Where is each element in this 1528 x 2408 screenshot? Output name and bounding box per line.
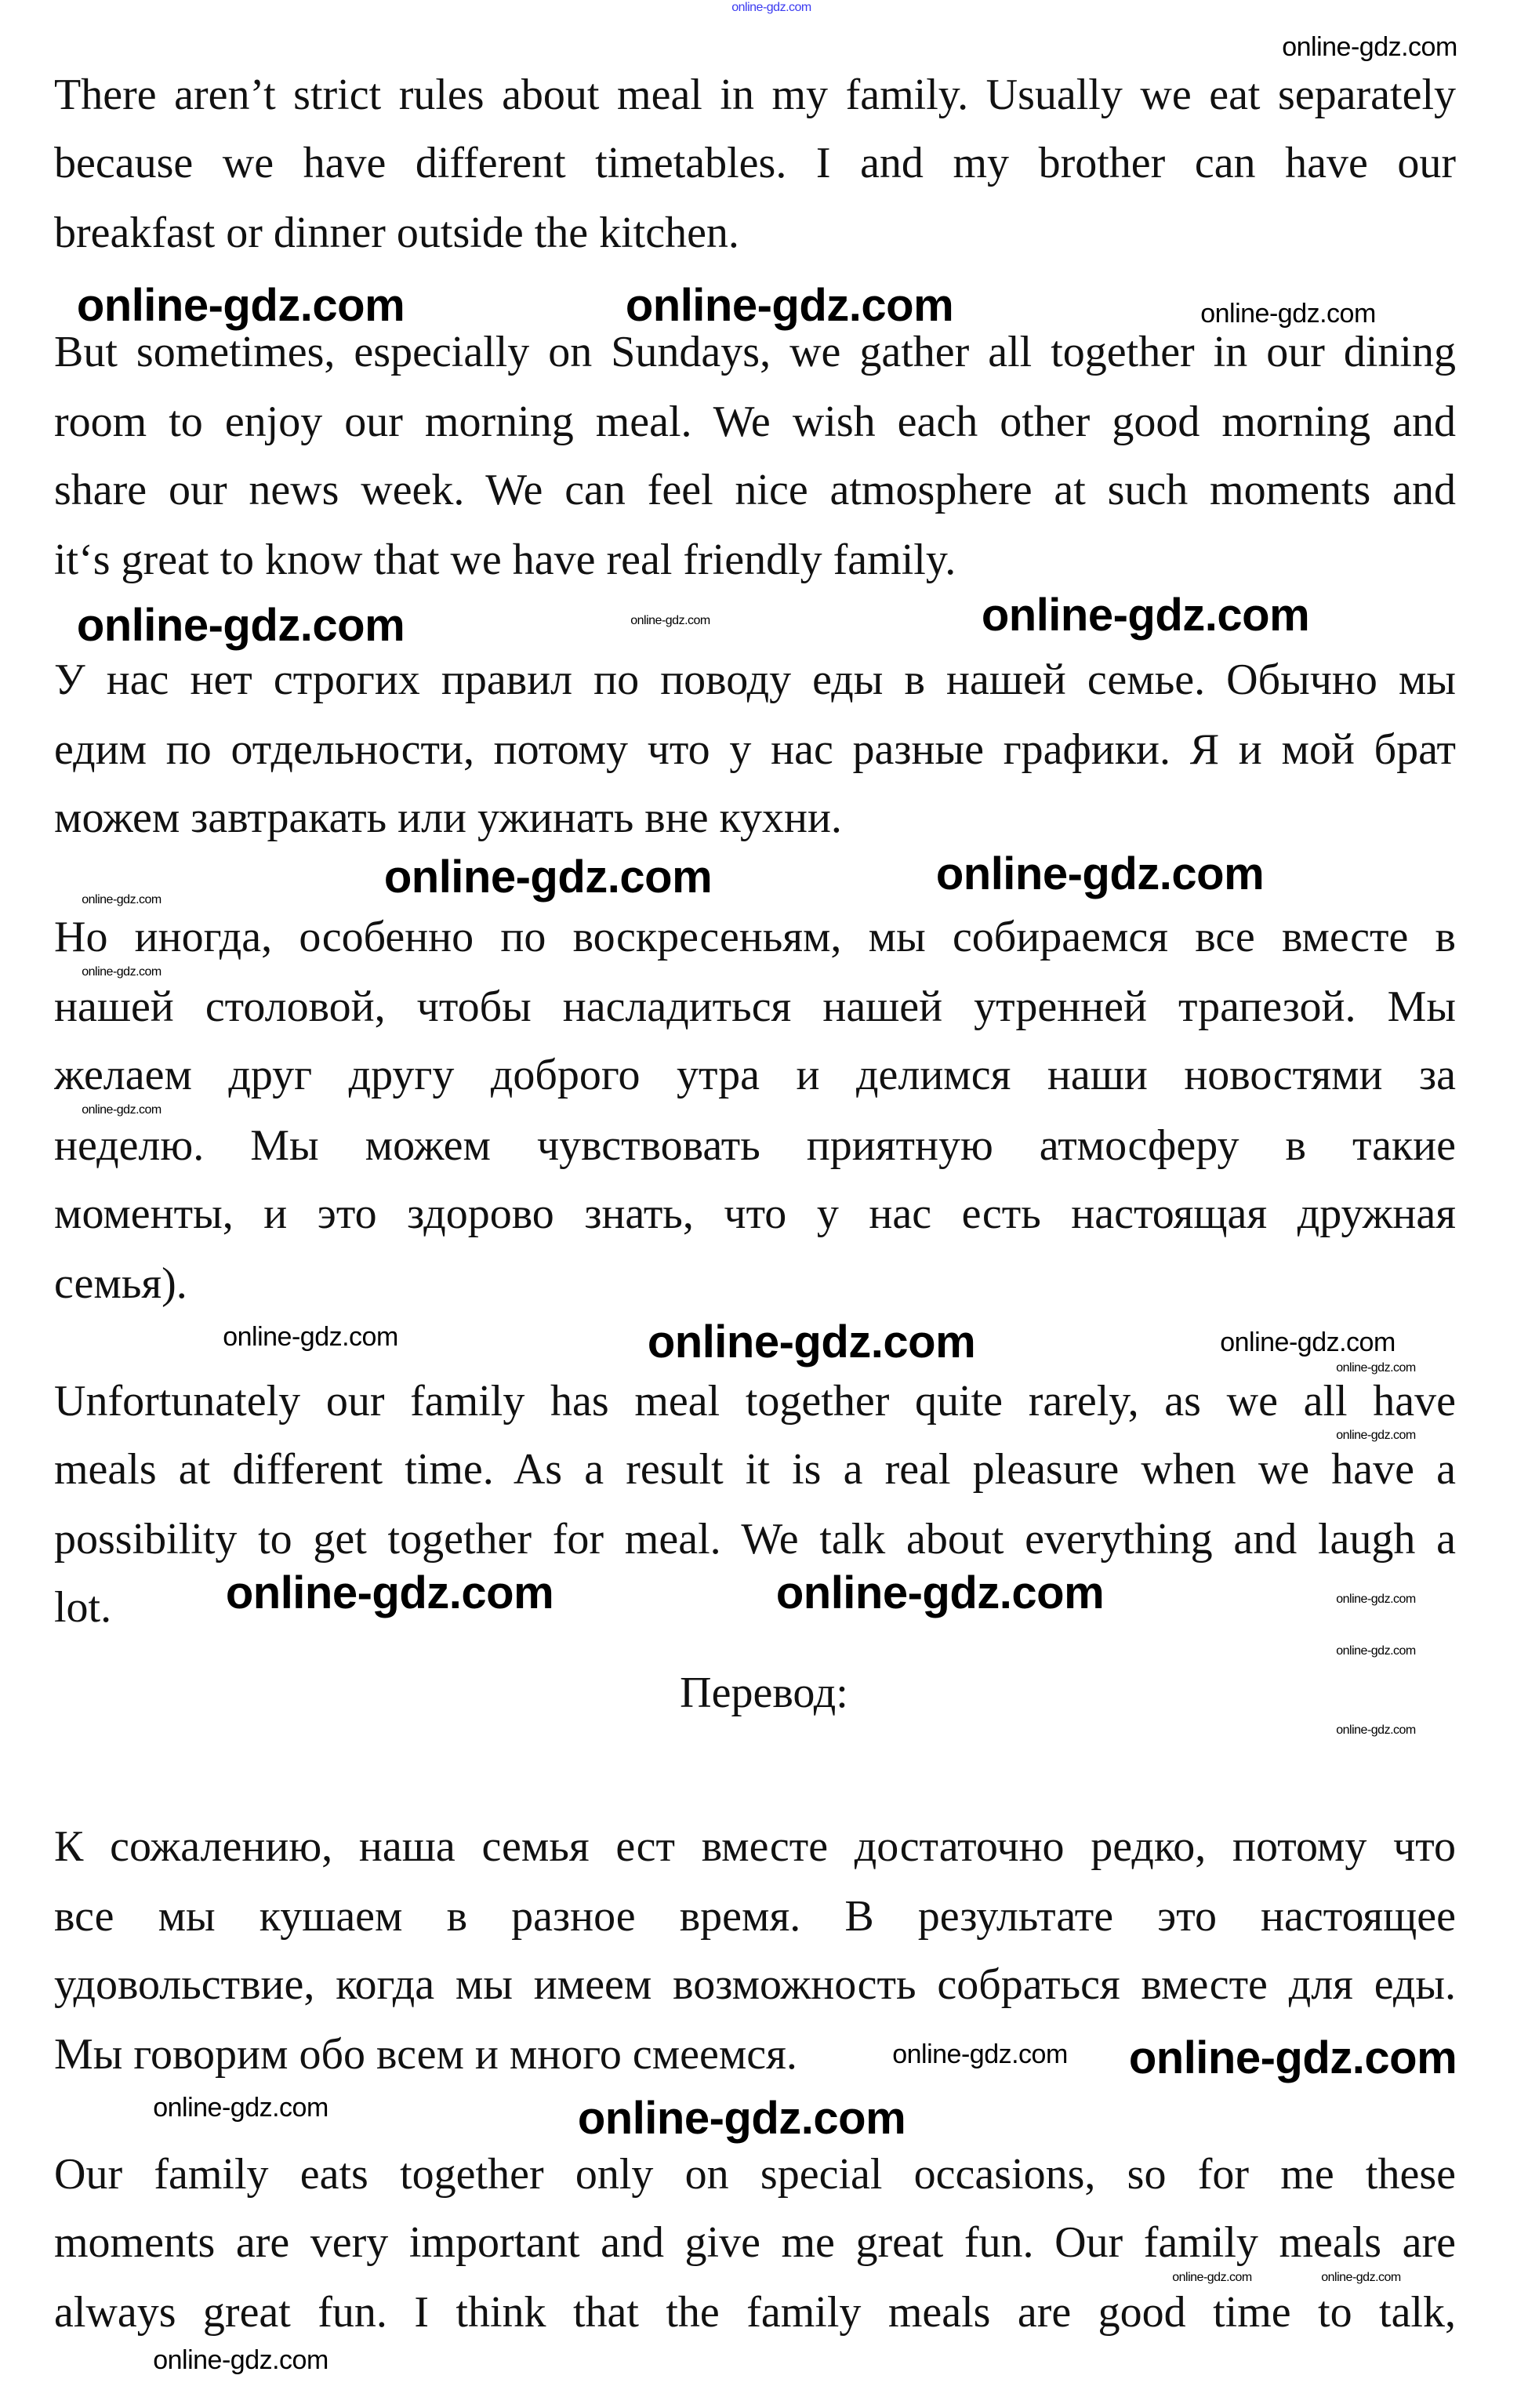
paragraph-7-line: Our family eats together only on special occasions, so for me these: [54, 2150, 1456, 2199]
paragraph-4-line: Но иногда, особенно по воскресеньям, мы собираемся все вместе в: [54, 913, 1456, 961]
watermark: online-gdz.com: [76, 600, 405, 651]
watermark: online-gdz.com: [935, 848, 1265, 899]
watermark: online-gdz.com: [1336, 1644, 1416, 1658]
watermark: online-gdz.com: [625, 280, 954, 331]
paragraph-4-line: моменты, и это здорово знать, что у нас есть настоящая дружная: [54, 1189, 1456, 1238]
watermark: online-gdz.com: [1200, 299, 1376, 329]
paragraph-2-line: it‘s great to know that we have real friendly family.: [54, 536, 956, 584]
paragraph-5-line: lot.: [54, 1583, 112, 1632]
paragraph-3-line: можем завтракать или ужинать вне кухни.: [54, 794, 842, 842]
paragraph-1-line: breakfast or dinner outside the kitchen.: [54, 209, 739, 257]
paragraph-2-line: share our news week. We can feel nice atmosphere at such moments and: [54, 466, 1456, 514]
paragraph-3-line: У нас нет строгих правил по поводу еды в нашей семье. Обычно мы: [54, 656, 1456, 704]
watermark: online-gdz.com: [1336, 1593, 1416, 1606]
watermark: online-gdz.com: [630, 614, 710, 627]
watermark: online-gdz.com: [82, 1103, 162, 1117]
paragraph-6-line: Мы говорим обо всем и много смеемся.: [54, 2030, 797, 2079]
watermark: online-gdz.com: [153, 2345, 328, 2375]
paragraph-5-line: Unfortunately our family has meal together quite rarely, as we all have: [54, 1377, 1456, 1426]
paragraph-1-line: because we have different timetables. I and my brother can have our: [54, 139, 1456, 187]
paragraph-2-line: room to enjoy our morning meal. We wish each other good morning and: [54, 398, 1456, 446]
watermark: online-gdz.com: [981, 590, 1310, 641]
paragraph-5-line: possibility to get together for meal. We talk about everything and laugh a: [54, 1515, 1456, 1564]
watermark: online-gdz.com: [577, 2093, 906, 2144]
paragraph-7-line: always great fun. I think that the family meals are good time to talk,: [54, 2288, 1456, 2337]
watermark: online-gdz.com: [225, 1567, 554, 1618]
watermark: online-gdz.com: [775, 1567, 1105, 1618]
watermark: online-gdz.com: [1282, 32, 1457, 62]
watermark: online-gdz.com: [153, 2093, 328, 2123]
paragraph-6-line: все мы кушаем в разное время. В результате это настоящее: [54, 1892, 1456, 1941]
paragraph-6-line: К сожалению, наша семья ест вместе достаточно редко, потому что: [54, 1822, 1456, 1871]
paragraph-7-line: moments are very important and give me great fun. Our family meals are: [54, 2218, 1456, 2267]
watermark: online-gdz.com: [1336, 1723, 1416, 1737]
watermark: online-gdz.com: [1128, 2032, 1457, 2083]
paragraph-4-line: неделю. Мы можем чувствовать приятную атмосферу в такие: [54, 1121, 1456, 1170]
watermark: online-gdz.com: [1172, 2271, 1252, 2284]
translation-heading: Перевод:: [680, 1669, 848, 1717]
watermark: online-gdz.com: [383, 852, 713, 903]
watermark: online-gdz.com: [1336, 1429, 1416, 1442]
watermark: online-gdz.com: [892, 2039, 1068, 2069]
watermark: online-gdz.com: [1336, 1361, 1416, 1375]
watermark: online-gdz.com: [82, 893, 162, 906]
watermark: online-gdz.com: [76, 280, 405, 331]
paragraph-2-line: But sometimes, especially on Sundays, we gather all together in our dining: [54, 328, 1456, 376]
paragraph-6-line: удовольствие, когда мы имеем возможность собраться вместе для еды.: [54, 1960, 1456, 2009]
paragraph-3-line: едим по отдельности, потому что у нас разные графики. Я и мой брат: [54, 725, 1456, 774]
watermark-logo: online-gdz.com: [731, 1, 811, 14]
watermark: online-gdz.com: [1321, 2271, 1401, 2284]
paragraph-4-line: семья).: [54, 1259, 187, 1308]
watermark: online-gdz.com: [647, 1317, 976, 1367]
paragraph-1-line: There aren’t strict rules about meal in my family. Usually we eat separately: [54, 71, 1456, 119]
paragraph-4-line: желаем друг другу доброго утра и делимся наши новостями за: [54, 1051, 1456, 1099]
watermark: online-gdz.com: [1220, 1327, 1396, 1357]
paragraph-5-line: meals at different time. As a result it is a real pleasure when we have a: [54, 1445, 1456, 1494]
watermark: online-gdz.com: [82, 965, 162, 979]
watermark: online-gdz.com: [223, 1322, 398, 1352]
paragraph-4-line: нашей столовой, чтобы насладиться нашей утренней трапезой. Мы: [54, 982, 1456, 1031]
